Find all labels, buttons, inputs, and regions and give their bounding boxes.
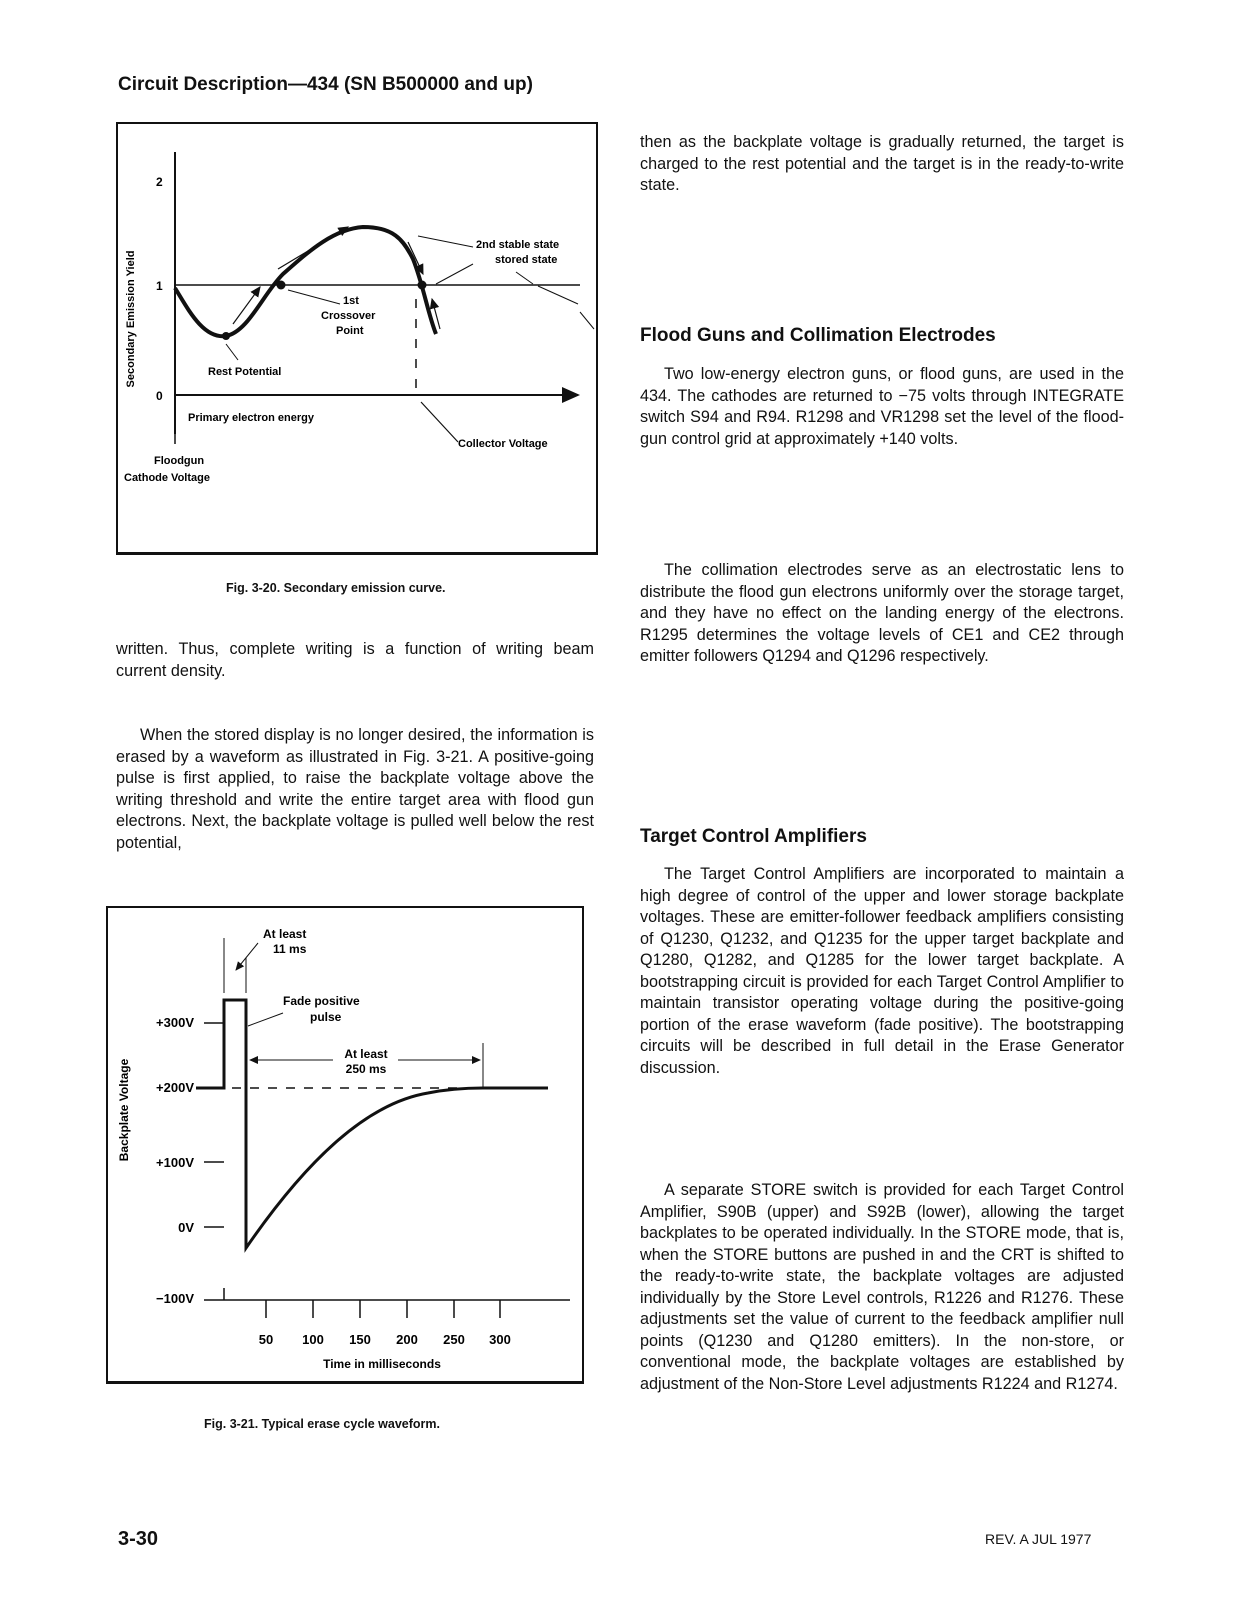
x-tick-50: 50	[258, 1332, 274, 1347]
stable-point	[418, 281, 427, 290]
crossover-point	[277, 281, 286, 290]
label-floodgun-1: Floodgun	[154, 455, 205, 467]
secondary-emission-diagram	[118, 124, 596, 552]
rest-point	[222, 332, 230, 340]
ann-250ms-1: At least	[344, 1047, 388, 1061]
label-2nd-stable-1: 2nd stable state	[476, 239, 560, 251]
emission-curve	[175, 227, 436, 336]
label-collector-voltage: Collector Voltage	[458, 438, 548, 450]
heading-flood-guns: Flood Guns and Collimation Electrodes	[640, 325, 996, 346]
tick-2: 2	[156, 175, 163, 189]
right-paragraph-top: then as the backplate voltage is gradually returned, the target is charged to the rest potential and the target is in the ready-to-write state.	[640, 133, 1124, 194]
x-tick-150: 150	[349, 1332, 371, 1347]
tick-0: 0	[156, 389, 163, 403]
y-axis-label: Secondary Emission Yield	[125, 250, 137, 388]
label-crossover-1: 1st	[343, 295, 359, 307]
right-paragraph-tca-1: The Target Control Amplifiers are incorporated to maintain a high degree of control of the upper and lower storage backplate voltages. These are emitter-follower feedback amplifiers consisting of Q1230, Q1232, and Q1235 for the upper target backplate and Q1280, Q1282, and Q1285 for the lower target backplate. A bootstrapping circuit is provided for each Target Control Amplifier to maintain transistor operating voltage during the positive-going portion of the erase waveform (fade positive). The bootstrapping circuits will be described in full detail in the Erase Generator discussion.	[640, 865, 1124, 1077]
label-rest-potential: Rest Potential	[208, 366, 282, 378]
label-primary-energy: Primary electron energy	[188, 412, 314, 424]
label-2nd-stable-2: stored state	[495, 254, 558, 266]
figure-secondary-emission	[116, 122, 598, 555]
figure-caption-3-21: Fig. 3-21. Typical erase cycle waveform.	[204, 1417, 440, 1431]
y-tick-0: 0V	[178, 1220, 194, 1235]
ann-250ms-2: 250 ms	[345, 1062, 387, 1076]
erase-waveform-diagram	[108, 908, 582, 1381]
right-paragraph-flood-1: Two low-energy electron guns, or flood guns, are used in the 434. The cathodes are returned to −75 volts through INTEGRATE switch S94 and R94. R1298 and VR1298 set the level of the flood-gun control grid at approximately +140 volts.	[640, 365, 1124, 448]
label-crossover-3: Point	[336, 325, 364, 337]
y-tick-300: +300V	[156, 1015, 194, 1030]
ann-fade-2: pulse	[310, 1010, 342, 1024]
figure-erase-waveform	[106, 906, 584, 1384]
ann-11ms-1: At least	[263, 927, 307, 941]
label-crossover-2: Crossover	[321, 310, 376, 322]
right-paragraph-tca-2: A separate STORE switch is provided for each Target Control Amplifier, S90B (upper) and S92B (lower), allowing the target backplates to be operated individually. In the STORE mode, that is, when the STORE buttons are pushed in and the CRT is shifted to the ready-to-write state, the backplate voltages are adjusted individually by the Store Level controls, R1226 and R1276. These adjustments set the value of current to the feedback amplifier null points (Q1230 and Q1280 emitters). In the non-store, or conventional mode, the backplate voltages are established by adjustment of the Non-Store Level adjustments R1224 and R1274.	[640, 1181, 1124, 1393]
x-tick-300: 300	[489, 1332, 511, 1347]
left-paragraph-2: When the stored display is no longer desired, the information is erased by a waveform as illustrated in Fig. 3-21. A positive-going pulse is first applied, to raise the backplate voltage above the writing threshold and write the entire target area with flood gun electrons. Next, the backplate voltage is pulled well below the rest potential,	[116, 726, 594, 852]
page-header: Circuit Description—434 (SN B500000 and up)	[118, 74, 533, 95]
revision-date: REV. A JUL 1977	[985, 1531, 1092, 1547]
y-tick-100: +100V	[156, 1155, 194, 1170]
page-number: 3-30	[118, 1528, 159, 1550]
label-floodgun-2: Cathode Voltage	[124, 472, 210, 484]
x-tick-100: 100	[302, 1332, 324, 1347]
x-axis-label: Time in milliseconds	[323, 1357, 441, 1371]
left-paragraph-1: written. Thus, complete writing is a function of writing beam current density.	[116, 640, 594, 680]
ann-11ms-2: 11 ms	[273, 942, 307, 956]
right-paragraph-flood-2: The collimation electrodes serve as an electrostatic lens to distribute the flood gun electrons uniformly over the storage target, and they have no effect on the landing energy of the electrons. R1295 determines the voltage levels of CE1 and CE2 through emitter followers Q1294 and Q1296 respectively.	[640, 561, 1124, 665]
ann-fade-1: Fade positive	[283, 994, 360, 1008]
figure-caption-3-20: Fig. 3-20. Secondary emission curve.	[226, 581, 446, 595]
heading-target-control: Target Control Amplifiers	[640, 826, 867, 847]
tick-1: 1	[156, 279, 163, 293]
x-tick-250: 250	[443, 1332, 465, 1347]
waveform-line	[196, 1000, 548, 1248]
y-tick-200: +200V	[156, 1080, 194, 1095]
y-tick-minus100: −100V	[156, 1291, 194, 1306]
y-axis-label: Backplate Voltage	[117, 1058, 131, 1162]
x-tick-200: 200	[396, 1332, 418, 1347]
